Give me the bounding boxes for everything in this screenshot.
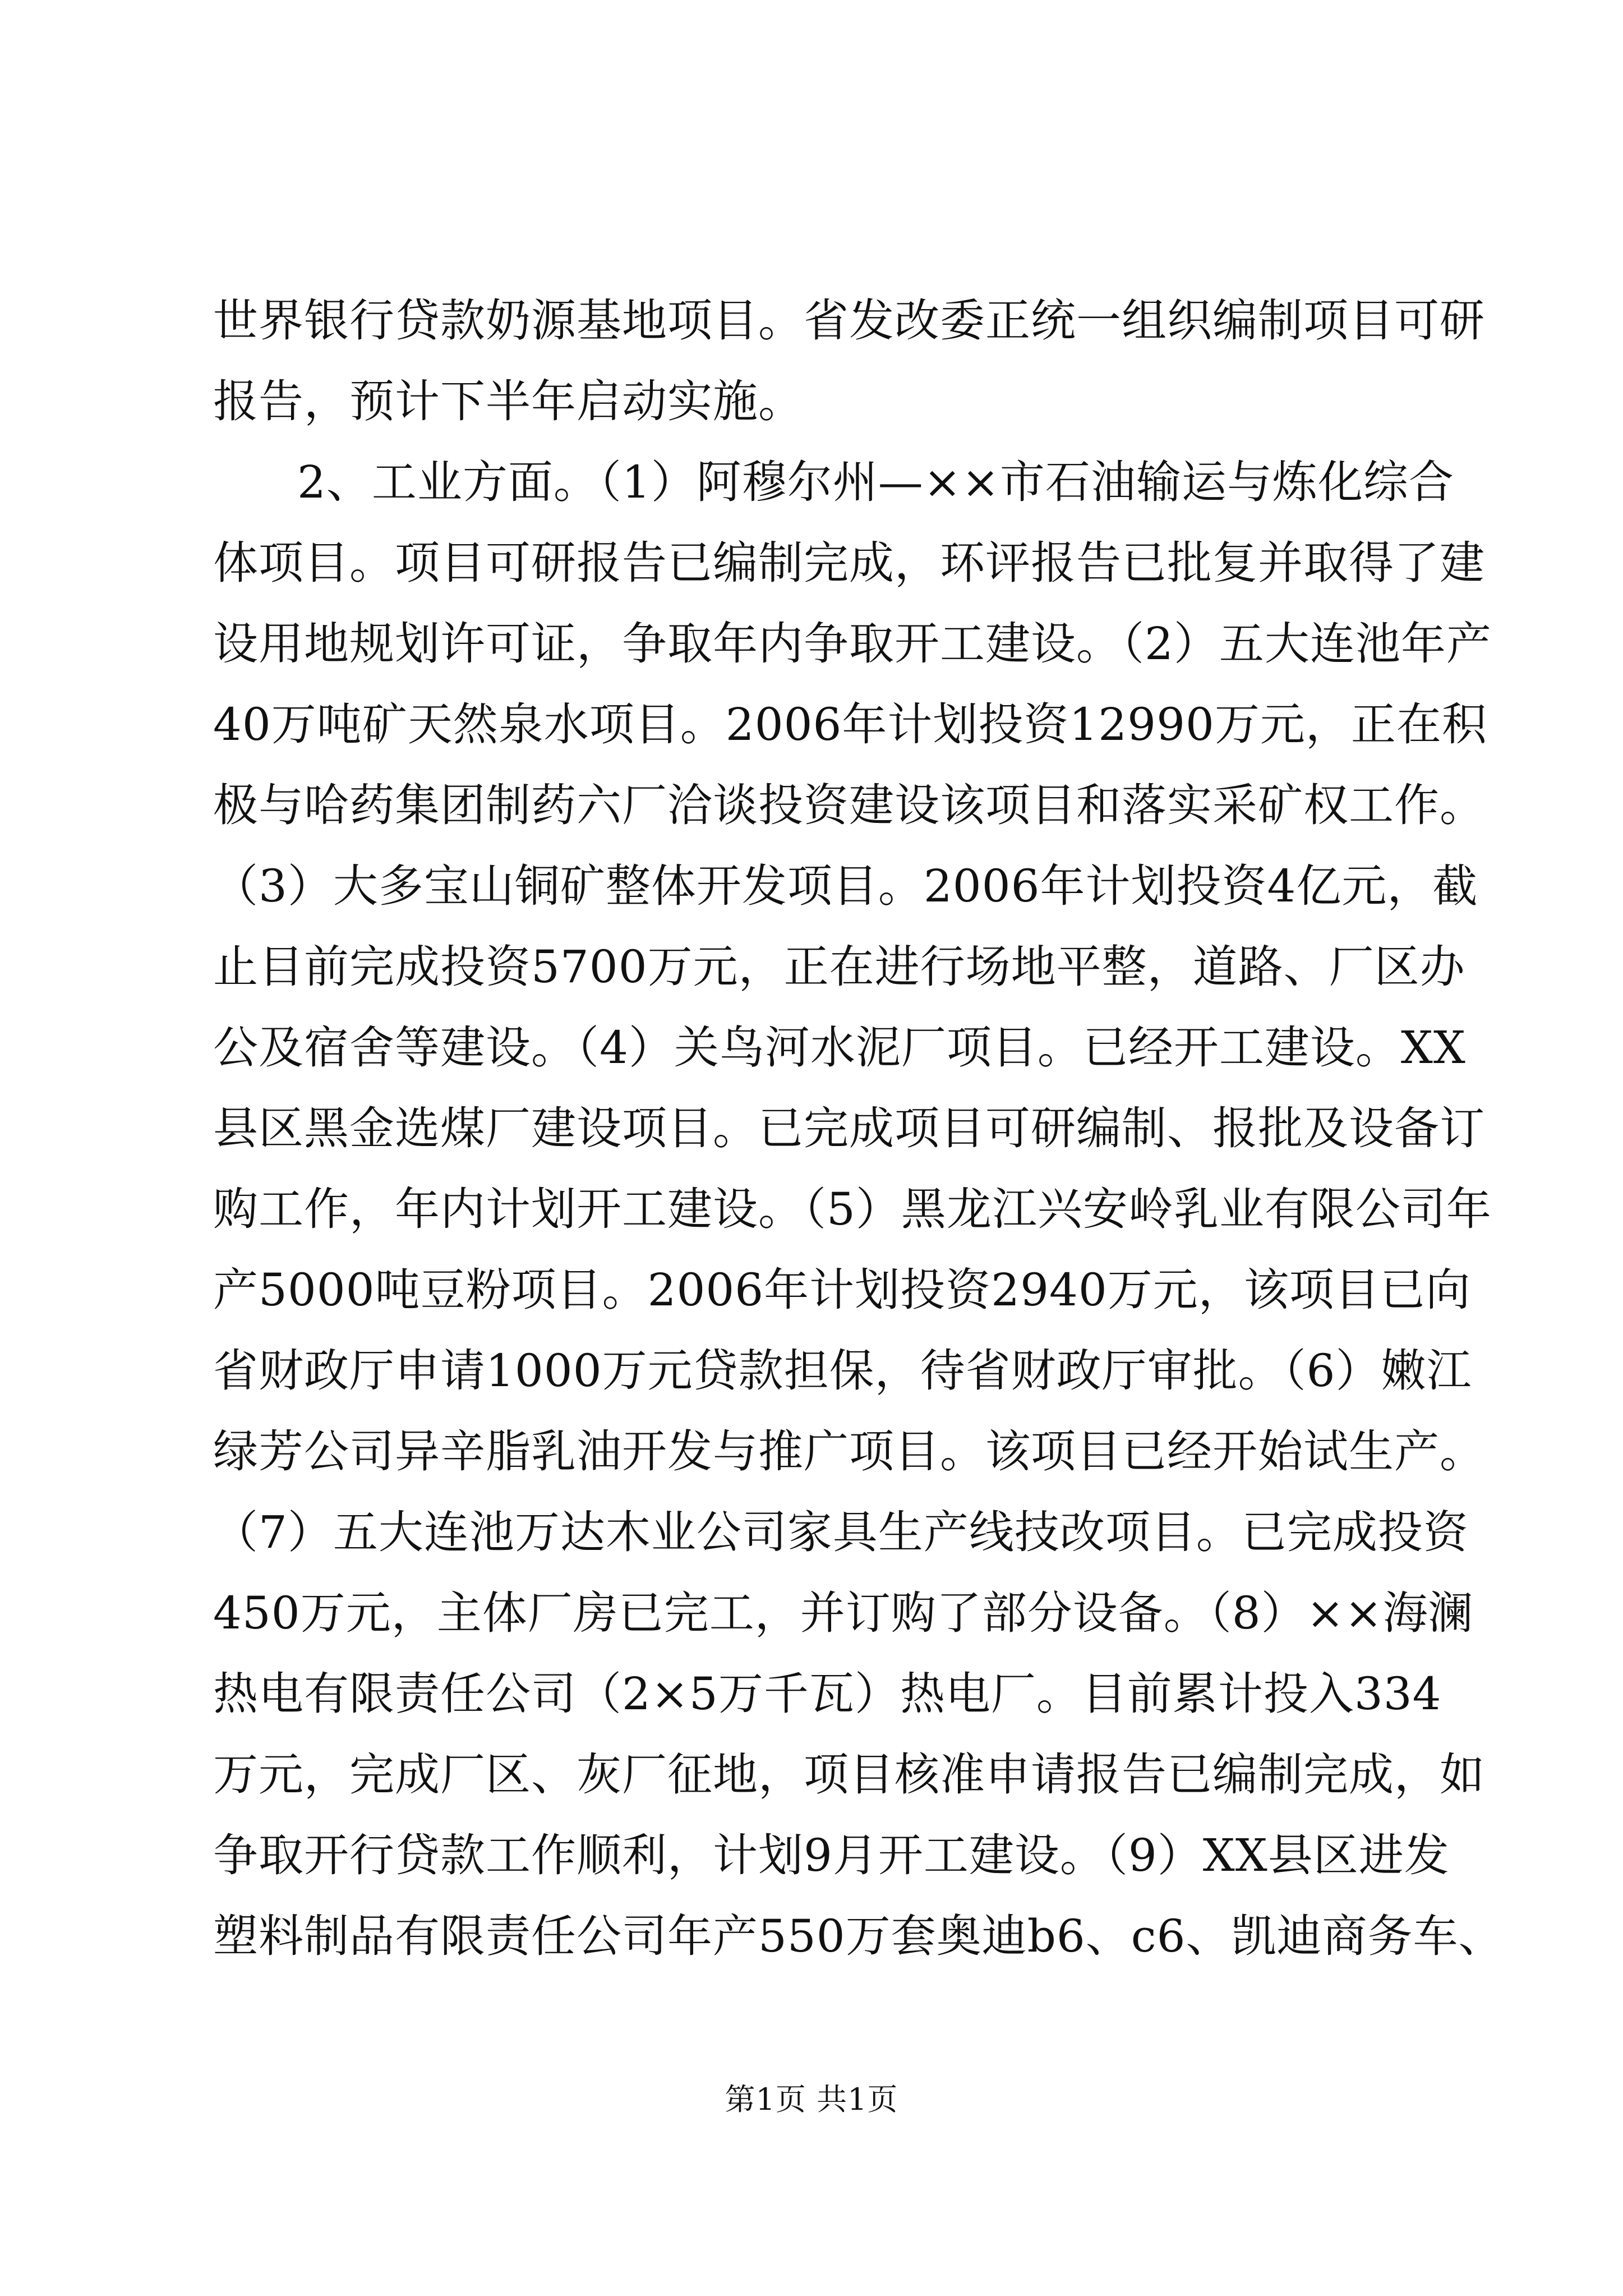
text-line: 450万元，主体厂房已完工，并订购了部分设备。（8）××海澜 [213, 1587, 1474, 1639]
text-line: 2、工业方面。（1）阿穆尔州—××市石油输运与炼化综合 [297, 456, 1454, 508]
text-line: 止目前完成投资5700万元，正在进行场地平整，道路、厂区办 [213, 941, 1465, 993]
text-line: 世界银行贷款奶源基地项目。省发改委正统一组织编制项目可研 [213, 295, 1485, 347]
text-line: 热电有限责任公司（2×5万千瓦）热电厂。目前累计投入334 [213, 1668, 1442, 1720]
text-line: 万元，完成厂区、灰厂征地，项目核准申请报告已编制完成，如 [213, 1749, 1485, 1801]
text-line: 报告，预计下半年启动实施。 [213, 375, 804, 427]
page-footer: 第1页 共1页 [725, 2082, 898, 2117]
text-line: 县区黑金选煤厂建设项目。已完成项目可研编制、报批及设备订 [213, 1102, 1485, 1154]
text-line: （7）五大连池万达木业公司家具生产线技改项目。已完成投资 [213, 1506, 1469, 1558]
text-line: 绿芳公司异辛脂乳油开发与推广项目。该项目已经开始试生产。 [213, 1425, 1485, 1478]
text-line: 体项目。项目可研报告已编制完成，环评报告已批复并取得了建 [213, 537, 1485, 589]
body-text [213, 280, 1504, 1977]
text-line: 产5000吨豆粉项目。2006年计划投资2940万元，该项目已向 [213, 1264, 1471, 1316]
text-line: 极与哈药集团制药六厂洽谈投资建设该项目和落实采矿权工作。 [213, 779, 1485, 831]
text-line: 公及宿舍等建设。（4）关鸟河水泥厂项目。已经开工建设。XX [213, 1022, 1466, 1074]
text-line: 40万吨矿天然泉水项目。2006年计划投资12990万元，正在积 [213, 698, 1487, 751]
text-line: （3）大多宝山铜矿整体开发项目。2006年计划投资4亿元，截 [213, 860, 1478, 912]
text-line: 省财政厅申请1000万元贷款担保，待省财政厅审批。（6）嫩江 [213, 1345, 1472, 1397]
text-line: 购工作，年内计划开工建设。（5）黑龙江兴安岭乳业有限公司年 [213, 1183, 1492, 1235]
text-line: 争取开行贷款工作顺利，计划9月开工建设。（9）XX县区进发 [213, 1829, 1450, 1881]
text-line: 塑料制品有限责任公司年产550万套奥迪b6、c6、凯迪商务车、 [213, 1910, 1504, 1962]
text-line: 设用地规划许可证，争取年内争取开工建设。（2）五大连池年产 [213, 618, 1492, 670]
